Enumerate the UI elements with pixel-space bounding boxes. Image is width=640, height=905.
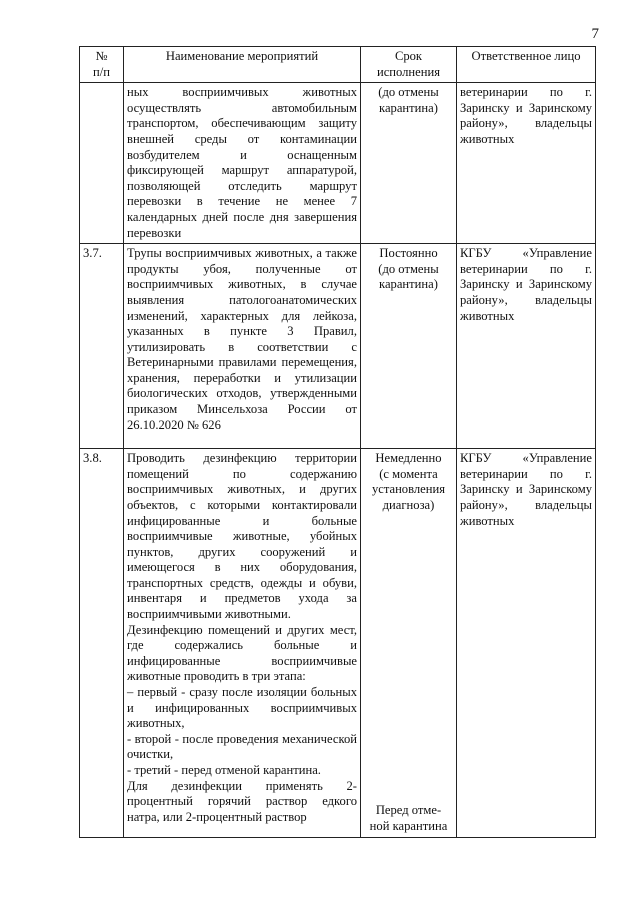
header-name-text: Наименование мероприятий xyxy=(165,49,319,63)
paragraph: Дезинфекцию помещений и других мест, где содержались больные и инфицированные восприимчивые животные проводить в три этапа: xyxy=(127,622,357,684)
row-term: (до отмены карантина) xyxy=(361,83,457,244)
row-num: 3.8. xyxy=(80,449,124,838)
row-term-top: Немедленно (с момента установления диагноза) xyxy=(371,451,446,512)
paragraph: Проводить дезинфекцию территории помещений по содержанию восприимчивых животных, и других объектов, с которыми контактировали инфицированные и больные восприимчивые животные, убойных пунктов, других сооружений и имеющегося в них оборудования, транспортных средств, одежды и обуви, инвентаря и предметов ухода за восприимчивыми животными. xyxy=(127,451,357,622)
paragraph: – первый - сразу после изоляции больных и инфицированных восприимчивых животных, xyxy=(127,685,357,731)
table-row xyxy=(80,83,596,244)
row-term: Постоянно (до отмены карантина) xyxy=(361,244,457,449)
header-num xyxy=(80,47,124,83)
table-row xyxy=(80,449,596,838)
row-term-bottom: Перед отме- ной карантина xyxy=(369,802,448,833)
header-responsible xyxy=(457,47,596,83)
row-responsible: КГБУ «Управление ветеринарии по г. Заринску и Заринскому району», владельцы животных xyxy=(457,449,596,838)
row-text xyxy=(124,449,361,838)
paragraph: - второй - после проведения механической очистки, xyxy=(127,731,357,762)
paragraph: - третий - перед отменой карантина. xyxy=(127,763,321,777)
header-term-text: Срок исполнения xyxy=(376,49,441,79)
row-responsible: ветеринарии по г. Заринску и Заринскому району», владельцы животных xyxy=(457,83,596,244)
page-number: 7 xyxy=(591,26,599,42)
row-num: 3.7. xyxy=(80,244,124,449)
table-row xyxy=(80,244,596,449)
paragraph: Для дезинфекции применять 2-процентный горячий раствор едкого натра, или 2-процентный раствор xyxy=(127,778,357,824)
table-header-row xyxy=(80,47,596,83)
row-text: ных восприимчивых животных осуществлять автомобильным транспортом, обеспечивающим защиту внешней среды от контаминации возбудителем и оснащенным фиксирующей маршрут аппаратурой, позволяющей отследить маршрут перевозки в течение не менее 7 календарных дней после дня завершения перевозки xyxy=(124,83,361,244)
header-term xyxy=(361,47,457,83)
row-responsible: КГБУ «Управление ветеринарии по г. Заринску и Заринскому району», владельцы животных xyxy=(457,244,596,449)
header-num-text: № п/п xyxy=(93,49,110,79)
measures-table xyxy=(79,46,596,838)
row-num xyxy=(80,83,124,244)
header-name xyxy=(124,47,361,83)
row-term xyxy=(361,449,457,838)
header-responsible-text: Ответственное лицо xyxy=(471,49,581,63)
row-text: Трупы восприимчивых животных, а также продукты убоя, полученные от восприимчивых животных, в случае выявления патологоанатомических изменений, характерных для лейкоза, указанных в пункте 3 Правил, утилизировать в соответствии с Ветеринарными правилами перемещения, хранения, переработки и утилизации биологических отходов, утвержденными приказом Минсельхоза России от 26.10.2020 № 626 xyxy=(124,244,361,449)
